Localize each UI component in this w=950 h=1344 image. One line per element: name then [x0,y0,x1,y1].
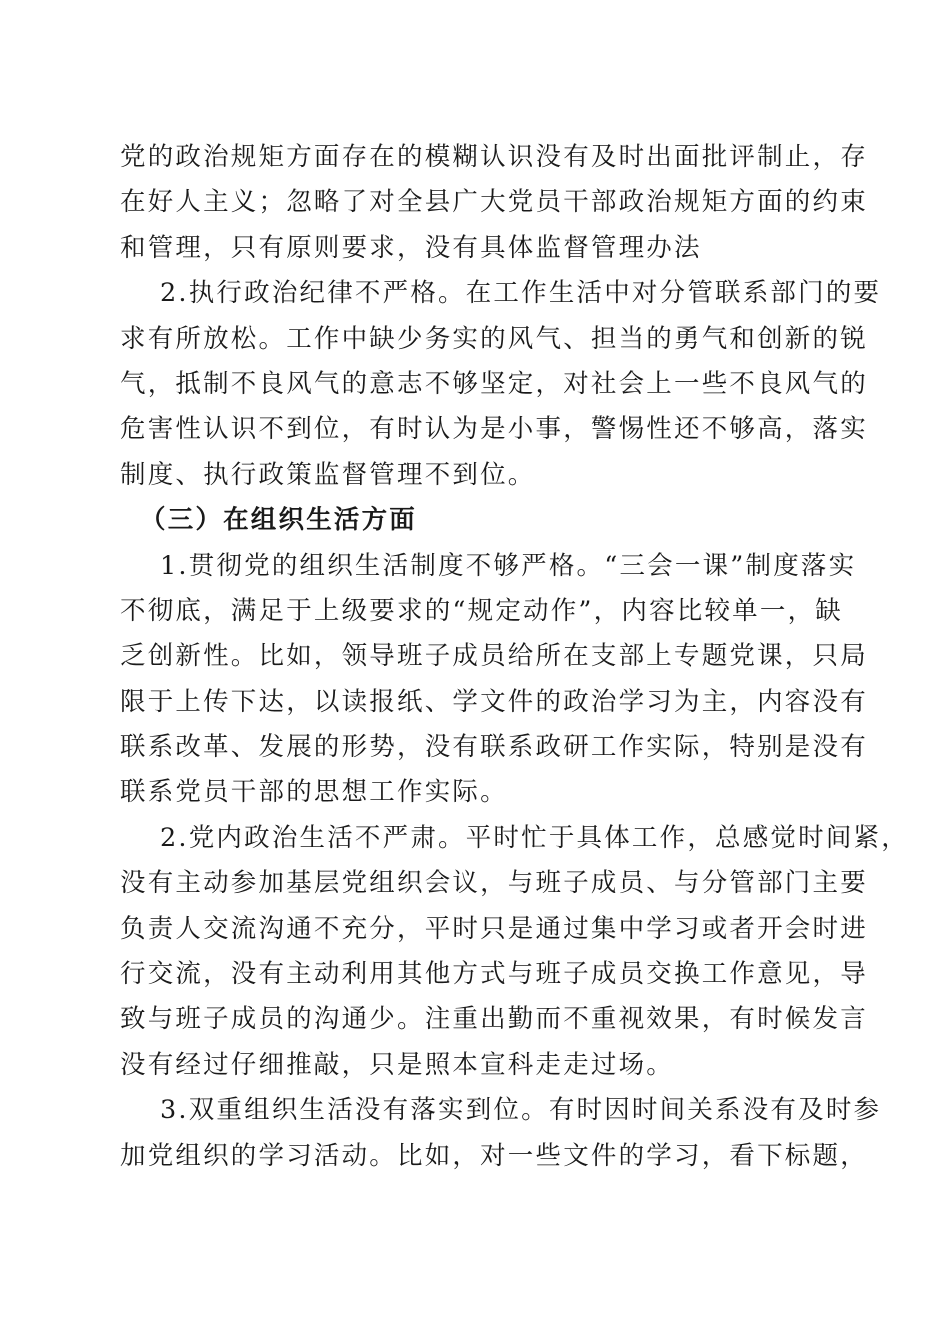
paragraph-first-line: 2.党内政治生活不严肃。平时忙于具体工作，总感觉时间紧， [160,822,909,853]
text-line: 气，抵制不良风气的意志不够坚定，对社会上一些不良风气的 [120,368,868,399]
text-line: 制度、执行政策监督管理不到位。 [120,459,536,490]
text-line: 危害性认识不到位，有时认为是小事，警惕性还不够高，落实 [120,414,868,445]
text-line: 和管理，只有原则要求，没有具体监督管理办法 [120,232,702,263]
text-line: 乏创新性。比如，领导班子成员给所在支部上专题党课，只局 [120,641,868,672]
paragraph-first-line: 2.执行政治纪律不严格。在工作生活中对分管联系部门的要 [160,278,882,309]
section-heading: （三）在组织生活方面 [140,505,418,536]
text-line: 联系改革、发展的形势，没有联系政研工作实际，特别是没有 [120,732,868,763]
text-line: 在好人主义；忽略了对全县广大党员干部政治规矩方面的约束 [120,187,868,218]
text-line: 致与班子成员的沟通少。注重出勤而不重视效果，有时候发言 [120,1004,868,1035]
document-page [120,135,909,1179]
text-line: 不彻底，满足于上级要求的“规定动作”，内容比较单一，缺 [120,595,843,626]
text-line: 负责人交流沟通不充分，平时只是通过集中学习或者开会时进 [120,913,868,944]
paragraph-first-line: 1.贯彻党的组织生活制度不够严格。“三会一课”制度落实 [160,550,857,581]
text-line: 加党组织的学习活动。比如，对一些文件的学习，看下标题， [120,1140,868,1171]
text-line: 行交流，没有主动利用其他方式与班子成员交换工作意见，导 [120,959,868,990]
text-line: 联系党员干部的思想工作实际。 [120,777,508,808]
text-line: 党的政治规矩方面存在的模糊认识没有及时出面批评制止，存 [120,142,868,172]
text-line: 没有经过仔细推敲，只是照本宣科走走过场。 [120,1049,675,1080]
paragraph-first-line: 3.双重组织生活没有落实到位。有时因时间关系没有及时参 [160,1095,882,1126]
text-line: 求有所放松。工作中缺少务实的风气、担当的勇气和创新的锐 [120,323,868,354]
text-line: 限于上传下达，以读报纸、学文件的政治学习为主，内容没有 [120,686,868,717]
text-line: 没有主动参加基层党组织会议，与班子成员、与分管部门主要 [120,868,868,899]
